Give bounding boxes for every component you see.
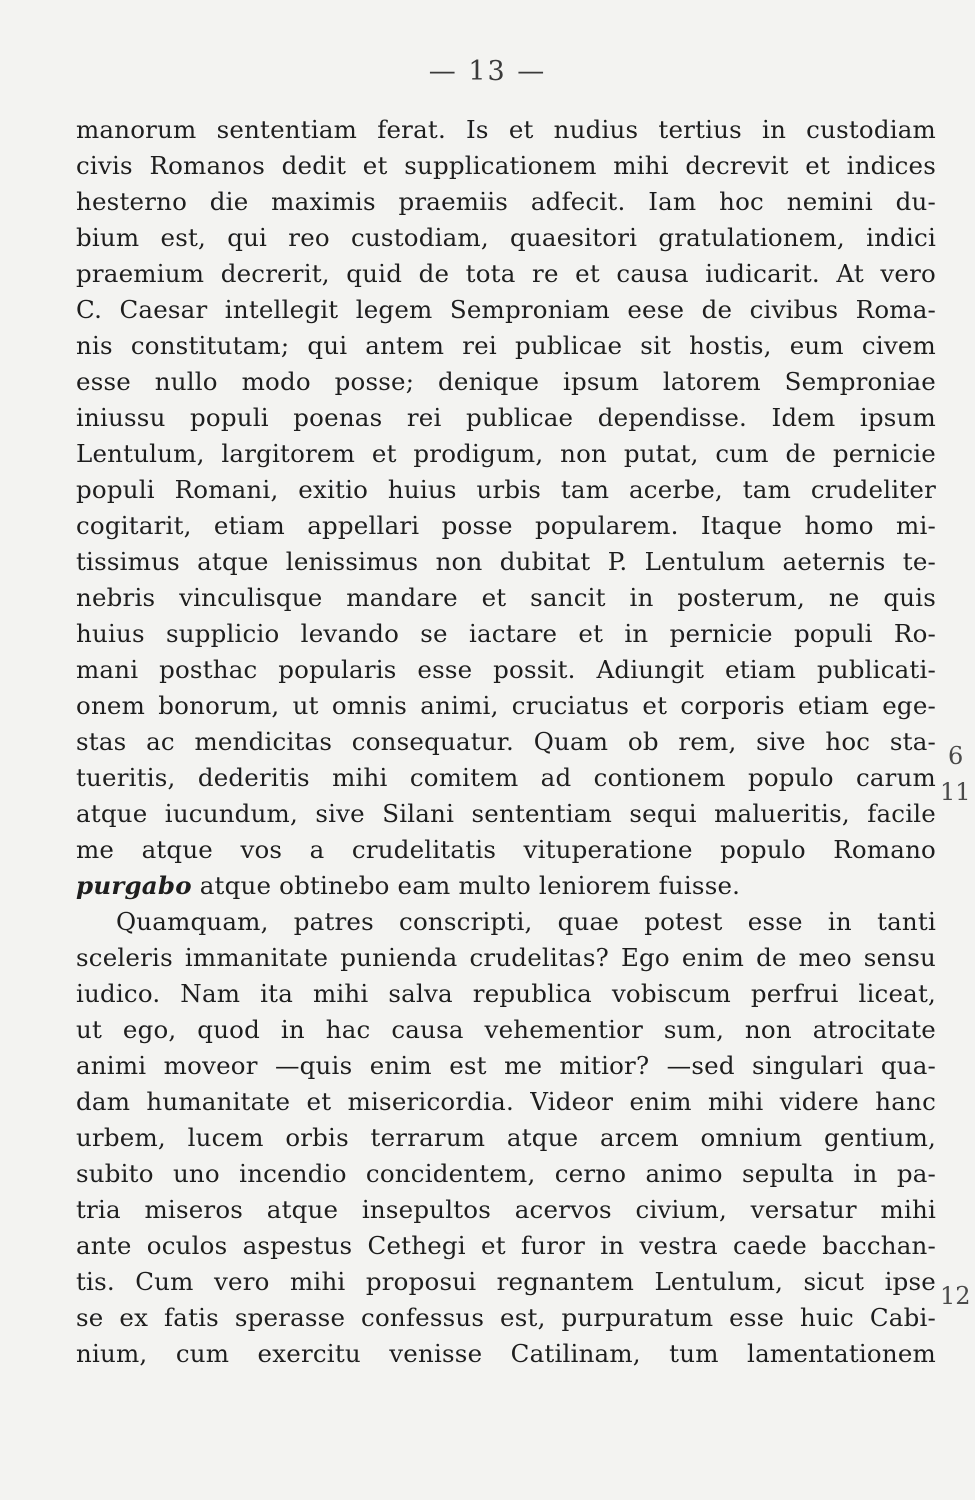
margin-note: 12: [940, 1282, 971, 1310]
text-line: ut ego, quod in hac causa vehementior sum, non atrocitate: [76, 1015, 936, 1044]
text-line: praemium decrerit, quid de tota re et causa iudicarit. At vero: [76, 259, 936, 288]
body-text: [76, 112, 936, 1372]
text-line-with-emphasis: [76, 868, 936, 904]
text-line: manorum sententiam ferat. Is et nudius tertius in custodiam: [76, 115, 936, 144]
text-line: stas ac mendicitas consequatur. Quam ob rem, sive hoc sta-: [76, 727, 936, 756]
paragraph-first-line: Quamquam, patres conscripti, quae potest esse in tanti: [116, 907, 936, 936]
text-line: mani posthac popularis esse possit. Adiungit etiam publicati-: [76, 655, 936, 684]
text-line: sceleris immanitate punienda crudelitas? Ego enim de meo sensu: [76, 943, 936, 972]
text-line: esse nullo modo posse; denique ipsum latorem Semproniae: [76, 367, 936, 396]
text-line: tria miseros atque insepultos acervos civium, versatur mihi: [76, 1195, 936, 1224]
text-line: tis. Cum vero mihi proposui regnantem Lentulum, sicut ipse: [76, 1267, 936, 1296]
text-line: ante oculos aspestus Cethegi et furor in vestra caede bacchan-: [76, 1231, 936, 1260]
text-line: tueritis, dederitis mihi comitem ad contionem populo carum: [76, 763, 936, 792]
text-line: civis Romanos dedit et supplicationem mihi decrevit et indices: [76, 151, 936, 180]
margin-note: 6: [948, 742, 964, 770]
text-line: onem bonorum, ut omnis animi, cruciatus et corporis etiam ege-: [76, 691, 936, 720]
text-line: se ex fatis sperasse confessus est, purpuratum esse huic Cabi-: [76, 1303, 936, 1332]
text-line: urbem, lucem orbis terrarum atque arcem omnium gentium,: [76, 1123, 936, 1152]
text-line: me atque vos a crudelitatis vituperatione populo Romano: [76, 835, 936, 864]
text-line: iudico. Nam ita mihi salva republica vobiscum perfrui liceat,: [76, 979, 936, 1008]
emphasized-word: purgabo: [76, 871, 192, 900]
page-number: — 13 —: [428, 56, 547, 87]
text-line: populi Romani, exitio huius urbis tam acerbe, tam crudeliter: [76, 475, 936, 504]
margin-note: 11: [940, 778, 971, 806]
text-line: C. Caesar intellegit legem Semproniam eese de civibus Roma-: [76, 295, 936, 324]
text-line: nis constitutam; qui antem rei publicae sit hostis, eum civem: [76, 331, 936, 360]
text-line: subito uno incendio concidentem, cerno animo sepulta in pa-: [76, 1159, 936, 1188]
text-line: iniussu populi poenas rei publicae dependisse. Idem ipsum: [76, 403, 936, 432]
text-line: nebris vinculisque mandare et sancit in posterum, ne quis: [76, 583, 936, 612]
text-line: cogitarit, etiam appellari posse popularem. Itaque homo mi-: [76, 511, 936, 540]
text-line: huius supplicio levando se iactare et in pernicie populi Ro-: [76, 619, 936, 648]
text-line: Lentulum, largitorem et prodigum, non putat, cum de pernicie: [76, 439, 936, 468]
text-line: bium est, qui reo custodiam, quaesitori gratulationem, indici: [76, 223, 936, 252]
text-line: nium, cum exercitu venisse Catilinam, tum lamentationem: [76, 1339, 936, 1368]
text-line-rest: atque obtinebo eam multo leniorem fuisse.: [199, 871, 741, 900]
text-line: atque iucundum, sive Silani sententiam sequi malueritis, facile: [76, 799, 936, 828]
text-line: tissimus atque lenissimus non dubitat P. Lentulum aeternis te-: [76, 547, 936, 576]
text-line: dam humanitate et misericordia. Videor enim mihi videre hanc: [76, 1087, 936, 1116]
text-line: hesterno die maximis praemiis adfecit. Iam hoc nemini du-: [76, 187, 936, 216]
text-line: animi moveor —quis enim est me mitior? —sed singulari qua-: [76, 1051, 936, 1080]
